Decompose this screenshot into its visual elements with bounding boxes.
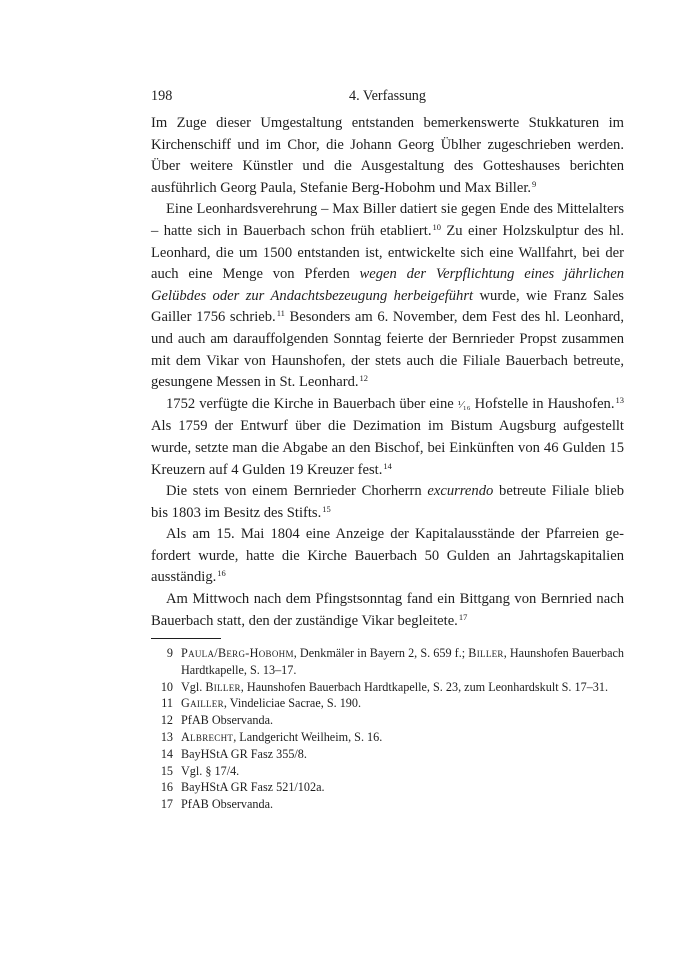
paragraph-1 <box>151 113 624 199</box>
citation-text: , Haunshofen Bauerbach Hardtkapelle, S. 13–17. <box>181 646 624 677</box>
footnote-item <box>151 796 624 813</box>
section-title: 4. Verfassung <box>349 88 426 104</box>
footnote-number: 16 <box>160 780 173 795</box>
author-name: Biller <box>205 679 241 694</box>
citation-text: , Vindeliciae Sacrae, S. 190. <box>223 696 362 711</box>
footnote-ref-17[interactable]: 17 <box>458 611 468 622</box>
author-name: Paula/Berg-Hobohm <box>181 646 294 660</box>
quotation-italic: wegen der Verpflichtung eines jährlichen Gelübdes oder zur Andachtsbezeugung herbeigeführt <box>151 266 624 304</box>
paragraph-2 <box>151 199 624 393</box>
text-run: Die stets von einem Bernrieder Chorherrn <box>166 483 428 500</box>
book-page <box>151 86 624 632</box>
text-run: Besonders am 6. November, dem Fest des hl. Leonhard, und auch am darauffolgenden Sonntag feierte der Bernrieder Propst zusammen mit dem Vikar von Haunshofen, der stets auch die Filiale Bauerbach betreute, gesungene Messen in St. Leonhard. <box>151 309 624 391</box>
footnote-item <box>151 729 624 746</box>
footnote-text: BayHStA GR Fasz 355/8. <box>181 746 307 761</box>
author-name: Gailler <box>181 696 224 711</box>
author-name: Albrecht <box>181 729 234 744</box>
footnote-item <box>151 679 624 696</box>
footnote-item <box>151 695 624 712</box>
footnote-ref-11[interactable]: 11 <box>276 308 285 319</box>
text-run: Hofstelle in Haushofen. <box>470 395 615 412</box>
footnote-text <box>181 645 624 679</box>
footnote-ref-16[interactable]: 16 <box>217 568 226 579</box>
footnote-text: Vgl. § 17/4. <box>181 763 240 778</box>
footnote-number: 17 <box>160 797 173 812</box>
footnote-number: 10 <box>160 679 173 694</box>
footnote-ref-9[interactable]: 9 <box>532 178 537 189</box>
footnote-number: 9 <box>166 646 173 660</box>
paragraph-4 <box>151 481 624 524</box>
footnote-item <box>151 746 624 763</box>
footnote-text: PfAB Observanda. <box>181 713 274 728</box>
author-name: Biller <box>468 646 504 660</box>
footnote-text <box>181 729 624 746</box>
text-run: Zu einer Holzskulptur des hl. Leonhard, die um 1500 entstanden ist, entwickelte sich eine Wallfahrt, bei der auch eine Menge von Pferden <box>151 222 624 283</box>
body-text <box>151 113 624 632</box>
footnote-number: 13 <box>160 729 173 744</box>
footnote-ref-12[interactable]: 12 <box>359 373 369 384</box>
paragraph-3 <box>151 394 624 481</box>
footnotes <box>151 645 624 813</box>
citation-text: , Landgericht Weilheim, S. 16. <box>233 729 383 744</box>
text-run: wurde, wie Franz Sales Gailler 1756 schrieb. <box>151 287 624 326</box>
footnote-number: 12 <box>160 713 173 728</box>
footnote-item <box>151 779 624 796</box>
text-run: betreute Filiale blieb bis 1803 im Besitz des Stifts. <box>151 483 624 521</box>
fraction: ¹⁄₁₆ <box>457 398 471 411</box>
footnote-ref-15[interactable]: 15 <box>322 503 331 514</box>
footnote-text: BayHStA GR Fasz 521/102a. <box>181 780 325 795</box>
citation-text: , Haunshofen Bauerbach Hardtkapelle, S. 23, zum Leonhardskult S. 17–31. <box>240 679 609 694</box>
footnote-item <box>151 712 624 729</box>
page-number: 198 <box>151 88 173 104</box>
text-run: 1752 verfügte die Kirche in Bauerbach über eine <box>166 395 458 412</box>
text-run: Als am 15. Mai 1804 eine Anzeige der Kapitalausstände der Pfarreien gefordert wurde, hatte die Kirche Bauerbach 50 Gulden an Jahrtagskapitalien ausständig. <box>151 526 624 586</box>
citation-text: Vgl. <box>181 679 206 694</box>
footnote-item <box>151 645 624 679</box>
footnote-item <box>151 763 624 780</box>
footnote-text: PfAB Observanda. <box>181 797 274 812</box>
latin-term-italic: excurrendo <box>427 483 494 500</box>
footnote-divider <box>151 638 221 639</box>
text-run: Als 1759 der Entwurf über die Dezimation im Bistum Augsburg aufgestellt wurde, setzte man die Abgabe an den Bischof, bei Einkünften von 46 Gulden 15 Kreuzern auf 4 Gulden 19 Kreuzer fest. <box>151 418 624 478</box>
footnote-number: 15 <box>160 763 173 778</box>
paragraph-6 <box>151 589 624 632</box>
footnote-ref-14[interactable]: 14 <box>383 460 392 471</box>
footnote-text <box>181 679 624 696</box>
footnote-ref-10[interactable]: 10 <box>432 221 441 232</box>
footnote-number: 11 <box>161 696 173 711</box>
footnote-text <box>181 695 624 712</box>
text-run: Am Mittwoch nach dem Pfingstsonntag fand ein Bittgang von Bernried nach Bauerbach statt, den der zuständige Vikar begleitete. <box>151 591 624 629</box>
paragraph-5 <box>151 524 624 589</box>
text-run: Eine Leonhardsverehrung – Max Biller datiert sie gegen Ende des Mittelalters – hatte sich in Bauerbach schon früh etabliert. <box>151 201 624 239</box>
text-run: Im Zuge dieser Umgestaltung entstanden bemerkenswerte Stukkaturen im Kirchenschiff und im Chor, die Johann Georg Üblher zugeschrieben werden. Über weitere Künstler und die Ausgestaltung des Gotteshauses berichten ausführlich Georg Paula, Stefanie Berg-Hobohm und Max Biller. <box>151 115 624 196</box>
footnote-ref-13[interactable]: 13 <box>615 394 624 405</box>
running-head <box>151 86 624 106</box>
footnote-number: 14 <box>160 746 173 761</box>
citation-text: , Denkmäler in Bayern 2, S. 659 f.; <box>293 646 469 660</box>
